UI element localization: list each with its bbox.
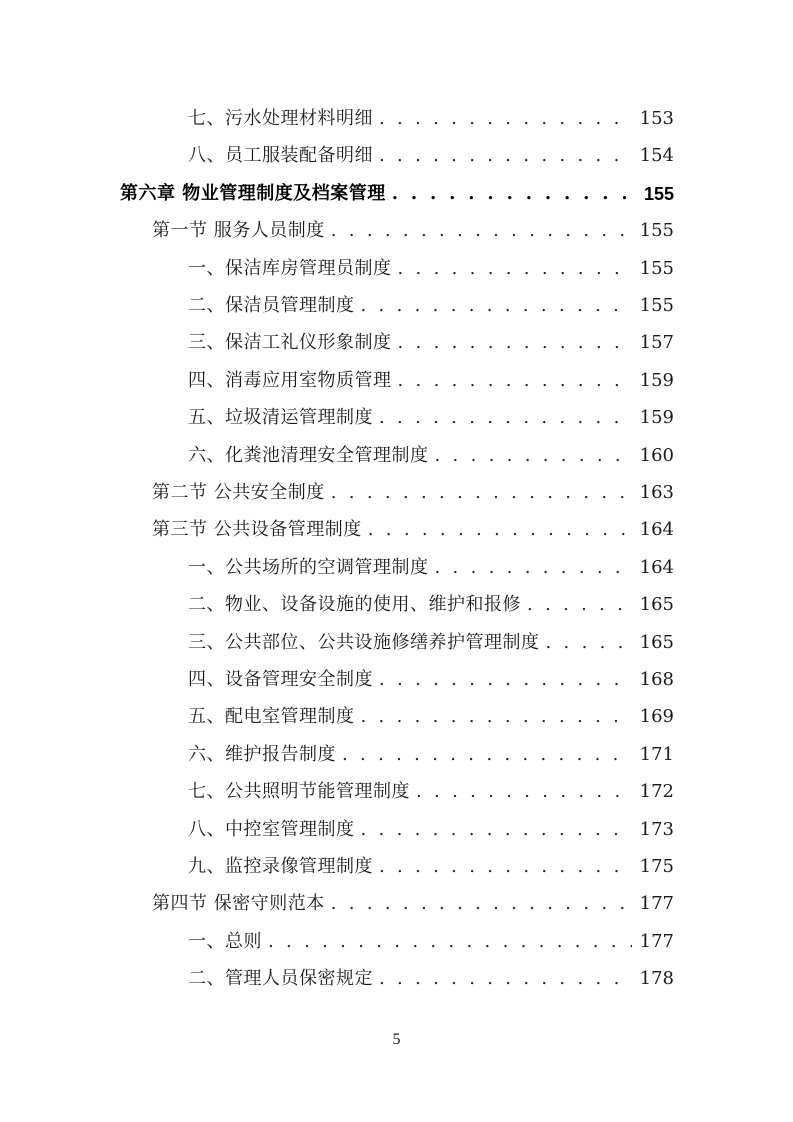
toc-entry-page: 172 — [639, 781, 674, 802]
toc-entry-title: 八、中控室管理制度 — [188, 819, 355, 840]
toc-entry-title: 七、公共照明节能管理制度 — [188, 781, 410, 802]
dot-leader — [331, 889, 632, 919]
toc-item-entry — [188, 403, 674, 433]
dot-leader — [361, 815, 632, 845]
toc-entry-title: 一、保洁库房管理员制度 — [188, 258, 392, 279]
toc-item-entry — [188, 254, 674, 284]
dot-leader — [398, 366, 632, 396]
toc-item-entry — [188, 702, 674, 732]
toc-entry-title: 第四节 保密守则范本 — [152, 893, 325, 914]
dot-leader — [361, 291, 632, 321]
toc-item-entry — [188, 852, 674, 882]
toc-entry-page: 165 — [639, 632, 674, 653]
toc-entry-title: 二、物业、设备设施的使用、维护和报修 — [188, 594, 521, 615]
toc-entry-page: 155 — [639, 220, 674, 241]
dot-leader — [398, 254, 632, 284]
toc-entry-page: 157 — [639, 332, 674, 353]
toc-item-entry — [188, 366, 674, 396]
toc-entry-page: 160 — [639, 445, 674, 466]
toc-item-entry — [188, 328, 674, 358]
toc-entry-title: 一、公共场所的空调管理制度 — [188, 557, 429, 578]
toc-item-entry — [188, 815, 674, 845]
toc-entry-page: 169 — [639, 706, 674, 727]
toc-entry-title: 三、公共部位、公共设施修缮养护管理制度 — [188, 632, 540, 653]
toc-entry-page: 153 — [639, 108, 674, 129]
toc-item-entry — [188, 141, 674, 171]
dot-leader — [527, 590, 632, 620]
toc-entry-title: 四、消毒应用室物质管理 — [188, 370, 392, 391]
toc-entry-title: 八、员工服装配备明细 — [188, 145, 373, 166]
toc-entry-page: 155 — [643, 184, 674, 204]
toc-entry-page: 164 — [639, 557, 674, 578]
toc-entry-page: 154 — [639, 145, 674, 166]
toc-entry-page: 178 — [639, 968, 674, 989]
toc-item-entry — [188, 927, 674, 957]
dot-leader — [379, 964, 632, 994]
toc-entry-title: 一、总则 — [188, 931, 262, 952]
toc-entry-title: 第三节 公共设备管理制度 — [152, 519, 362, 540]
toc-entry-page: 159 — [639, 370, 674, 391]
toc-entry-page: 159 — [639, 407, 674, 428]
toc-item-entry — [188, 553, 674, 583]
dot-leader — [398, 328, 632, 358]
toc-section-entry — [152, 889, 674, 919]
toc-item-entry — [188, 964, 674, 994]
toc-entry-title: 第一节 服务人员制度 — [152, 220, 325, 241]
toc-entry-title: 第二节 公共安全制度 — [152, 482, 325, 503]
dot-leader — [435, 553, 632, 583]
dot-leader — [268, 927, 632, 957]
toc-entry-page: 175 — [639, 856, 674, 877]
toc-entry-page: 171 — [639, 744, 674, 765]
toc-entry-title: 六、维护报告制度 — [188, 744, 336, 765]
toc-entry-title: 九、监控录像管理制度 — [188, 856, 373, 877]
dot-leader — [361, 702, 632, 732]
dot-leader — [368, 515, 632, 545]
toc-section-entry — [152, 216, 674, 246]
toc-entry-page: 165 — [639, 594, 674, 615]
toc-item-entry — [188, 628, 674, 658]
toc-entry-page: 168 — [639, 669, 674, 690]
dot-leader — [416, 777, 632, 807]
toc-entry-page: 155 — [639, 258, 674, 279]
toc-item-entry — [188, 104, 674, 134]
toc-entry-page: 164 — [639, 519, 674, 540]
toc-item-entry — [188, 441, 674, 471]
dot-leader — [379, 665, 632, 695]
toc-entry-title: 四、设备管理安全制度 — [188, 669, 373, 690]
dot-leader — [342, 740, 632, 770]
toc-section-entry — [152, 515, 674, 545]
toc-entry-title: 二、保洁员管理制度 — [188, 295, 355, 316]
toc-entry-title: 七、污水处理材料明细 — [188, 108, 373, 129]
toc-entry-page: 163 — [639, 482, 674, 503]
dot-leader — [435, 441, 632, 471]
toc-chapter-entry — [120, 179, 674, 209]
toc-item-entry — [188, 777, 674, 807]
toc-entry-title: 三、保洁工礼仪形象制度 — [188, 332, 392, 353]
dot-leader — [331, 216, 632, 246]
toc-item-entry — [188, 665, 674, 695]
toc-entry-title: 二、管理人员保密规定 — [188, 968, 373, 989]
dot-leader — [392, 179, 636, 209]
toc-entry-page: 177 — [639, 893, 674, 914]
toc-item-entry — [188, 291, 674, 321]
dot-leader — [379, 141, 632, 171]
dot-leader — [331, 478, 632, 508]
toc-item-entry — [188, 740, 674, 770]
dot-leader — [379, 403, 632, 433]
toc-section-entry — [152, 478, 674, 508]
toc-item-entry — [188, 590, 674, 620]
toc-entry-title: 第六章 物业管理制度及档案管理 — [120, 183, 386, 204]
toc-entry-title: 五、垃圾清运管理制度 — [188, 407, 373, 428]
toc-entry-page: 155 — [639, 295, 674, 316]
toc-entry-page: 173 — [639, 819, 674, 840]
toc-entry-title: 六、化粪池清理安全管理制度 — [188, 445, 429, 466]
toc-entry-page: 177 — [639, 931, 674, 952]
page-number: 5 — [392, 1031, 401, 1048]
dot-leader — [379, 852, 632, 882]
dot-leader — [379, 104, 632, 134]
toc-entry-title: 五、配电室管理制度 — [188, 706, 355, 727]
dot-leader — [546, 628, 632, 658]
